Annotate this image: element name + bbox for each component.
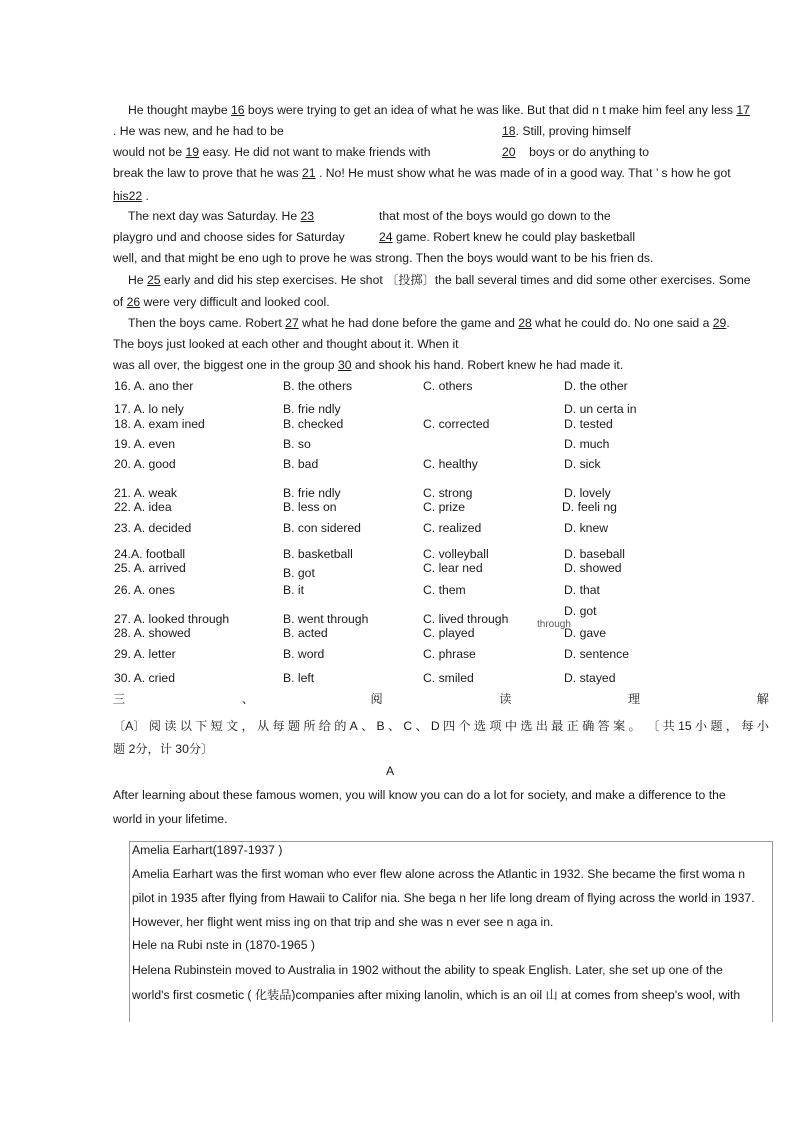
- blank-25: 25: [146, 273, 161, 287]
- section-heading: 三 、 阅 读 理 解: [113, 692, 769, 706]
- option-d: D. knew: [564, 521, 609, 535]
- overflow-text: through: [537, 619, 571, 630]
- option-b: B. left: [283, 671, 315, 685]
- option-a: 30. A. cried: [114, 671, 175, 685]
- option-c: C. lear ned: [423, 561, 483, 575]
- option-c: C. corrected: [423, 417, 490, 431]
- option-a: 19. A. even: [114, 437, 175, 451]
- option-b: B. basketball: [283, 547, 353, 561]
- option-d: D. stayed: [564, 671, 616, 685]
- option-b: B. went through: [283, 612, 369, 626]
- passage-line: well, and that might be eno ugh to prove he was strong. Then the boys would want to be his frien ds.: [113, 251, 654, 265]
- passage-line: 24 game. Robert knew he could play basketball: [379, 230, 636, 244]
- blank-17: 17: [736, 103, 750, 117]
- blank-28: 28: [518, 316, 532, 330]
- blank-20: 20: [502, 145, 516, 159]
- option-b: B. so: [283, 437, 311, 451]
- section-instruction: 〔A〕 阅 读 以 下 短 文 ， 从 每 题 所 给 的 A 、 B 、 C 、 D 四 个 选 项 中 选 出 最 正 确 答 案 。 〔 共 15 小 题 ， 每 小: [113, 719, 769, 733]
- option-c: C. phrase: [423, 647, 476, 661]
- bio-line: Helena Rubinstein moved to Australia in 1902 without the ability to speak English. Later, she set up one of the: [132, 963, 723, 977]
- blank-16: 16: [230, 103, 245, 117]
- option-a: 29. A. letter: [114, 647, 176, 661]
- option-b: B. frie ndly: [283, 486, 341, 500]
- option-b: B. it: [283, 583, 304, 597]
- passage-line: was all over, the biggest one in the group 30 and shook his hand. Robert knew he had made it.: [113, 358, 624, 372]
- passage-line: The next day was Saturday. He 23: [128, 209, 315, 223]
- blank-21: 21: [302, 166, 316, 180]
- option-d: D. lovely: [564, 486, 611, 500]
- passage-line: his22 .: [113, 189, 149, 203]
- option-a: 24.A. football: [114, 547, 186, 561]
- option-a: 21. A. weak: [114, 486, 178, 500]
- option-b: B. con sidered: [283, 521, 361, 535]
- option-b: B. bad: [283, 457, 319, 471]
- option-a: 22. A. idea: [114, 500, 172, 514]
- blank-27: 27: [285, 316, 299, 330]
- option-c: C. lived through: [423, 612, 509, 626]
- option-a: 20. A. good: [114, 457, 176, 471]
- passage-line: playgro und and choose sides for Saturday: [113, 230, 345, 244]
- option-b: B. got: [283, 566, 315, 580]
- option-b: B. less on: [283, 500, 337, 514]
- blank-26: 26: [126, 295, 141, 309]
- option-b: B. frie ndly: [283, 402, 341, 416]
- blank-24: 24: [379, 230, 393, 244]
- option-d: D. baseball: [564, 547, 625, 561]
- passage-line: that most of the boys would go down to the: [379, 209, 611, 223]
- option-d: D. that: [564, 583, 600, 597]
- option-c: C. volleyball: [423, 547, 489, 561]
- blank-23: 23: [300, 209, 315, 223]
- blank-19: 19: [185, 145, 200, 159]
- option-c: C. prize: [423, 500, 465, 514]
- option-c: C. them: [423, 583, 466, 597]
- bio-line: world's first cosmetic ( 化装品)companies after mixing lanolin, which is an oil 山 at comes from sheep's wool, with: [132, 988, 741, 1002]
- passage-line: . He was new, and he had to be: [113, 124, 284, 138]
- option-c: C. healthy: [423, 457, 478, 471]
- passage-line: break the law to prove that he was 21 . No! He must show what he was made of in a good way. That ’ s how he got: [113, 166, 731, 180]
- option-c: C. realized: [423, 521, 482, 535]
- option-a: 25. A. arrived: [114, 561, 186, 575]
- option-a: 17. A. lo nely: [114, 402, 184, 416]
- option-c: C. others: [423, 379, 473, 393]
- option-d: D. sentence: [564, 647, 630, 661]
- option-c: C. smiled: [423, 671, 474, 685]
- option-b: B. the others: [283, 379, 353, 393]
- blank-30: 30: [337, 358, 352, 372]
- option-a: 23. A. decided: [114, 521, 192, 535]
- bio-line: pilot in 1935 after flying from Hawaii to Califor nia. She bega n her life long dream of flying across the world in 1937.: [132, 891, 755, 905]
- reading-box: [129, 841, 773, 1022]
- blank-18: 18: [502, 124, 516, 138]
- option-d: D. showed: [564, 561, 622, 575]
- option-a: 26. A. ones: [114, 583, 175, 597]
- bio-line: However, her flight went miss ing on that trip and she was n ever see n aga in.: [132, 915, 554, 929]
- passage-line: Then the boys came. Robert 27 what he had done before the game and 28 what he could do. No one said a 29.: [128, 316, 730, 330]
- option-a: 18. A. exam ined: [114, 417, 205, 431]
- option-b: B. word: [283, 647, 325, 661]
- option-d: D. much: [564, 437, 610, 451]
- section-instruction-cont: 题 2分，计 30分〕: [113, 742, 214, 756]
- intro-line: After learning about these famous women, you will know you can do a lot for society, and make a difference to the: [113, 788, 726, 802]
- passage-line: The boys just looked at each other and thought about it. When it: [113, 337, 459, 351]
- option-d: D. tested: [564, 417, 613, 431]
- option-d: D. sick: [564, 457, 601, 471]
- option-d: D. gave: [564, 626, 607, 640]
- passage-line: would not be 19 easy. He did not want to make friends with: [113, 145, 431, 159]
- passage-line: 18. Still, proving himself: [502, 124, 631, 138]
- option-a: 28. A. showed: [114, 626, 191, 640]
- option-d: D. feeli ng: [562, 500, 617, 514]
- blank-22: his22: [113, 189, 143, 203]
- option-d: D. the other: [564, 379, 628, 393]
- option-c: C. played: [423, 626, 475, 640]
- option-d: D. un certa in: [564, 402, 637, 416]
- bio-line: Amelia Earhart was the first woman who ever flew alone across the Atlantic in 1932. She became the first woma n: [132, 867, 746, 881]
- option-b: B. checked: [283, 417, 344, 431]
- option-a: 27. A. looked through: [114, 612, 230, 626]
- intro-line: world in your lifetime.: [113, 812, 228, 826]
- passage-label: A: [386, 764, 395, 778]
- passage-line: He thought maybe 16 boys were trying to get an idea of what he was like. But that did n t make him feel any less 17: [128, 103, 750, 117]
- bio-heading-earhart: Amelia Earhart(1897-1937 ): [132, 843, 283, 857]
- option-a: 16. A. ano ther: [114, 379, 194, 393]
- blank-29: 29: [712, 316, 727, 330]
- option-c: C. strong: [423, 486, 473, 500]
- option-b: B. acted: [283, 626, 328, 640]
- passage-line: 20 boys or do anything to: [502, 145, 650, 159]
- option-d: D. got: [564, 604, 597, 618]
- bio-heading-rubinstein: Hele na Rubi nste in (1870-1965 ): [132, 938, 315, 952]
- passage-line: of 26 were very difficult and looked cool.: [113, 295, 330, 309]
- passage-line: He 25 early and did his step exercises. He shot 〔投掷〕the ball several times and did some other exercises. Some: [128, 273, 751, 287]
